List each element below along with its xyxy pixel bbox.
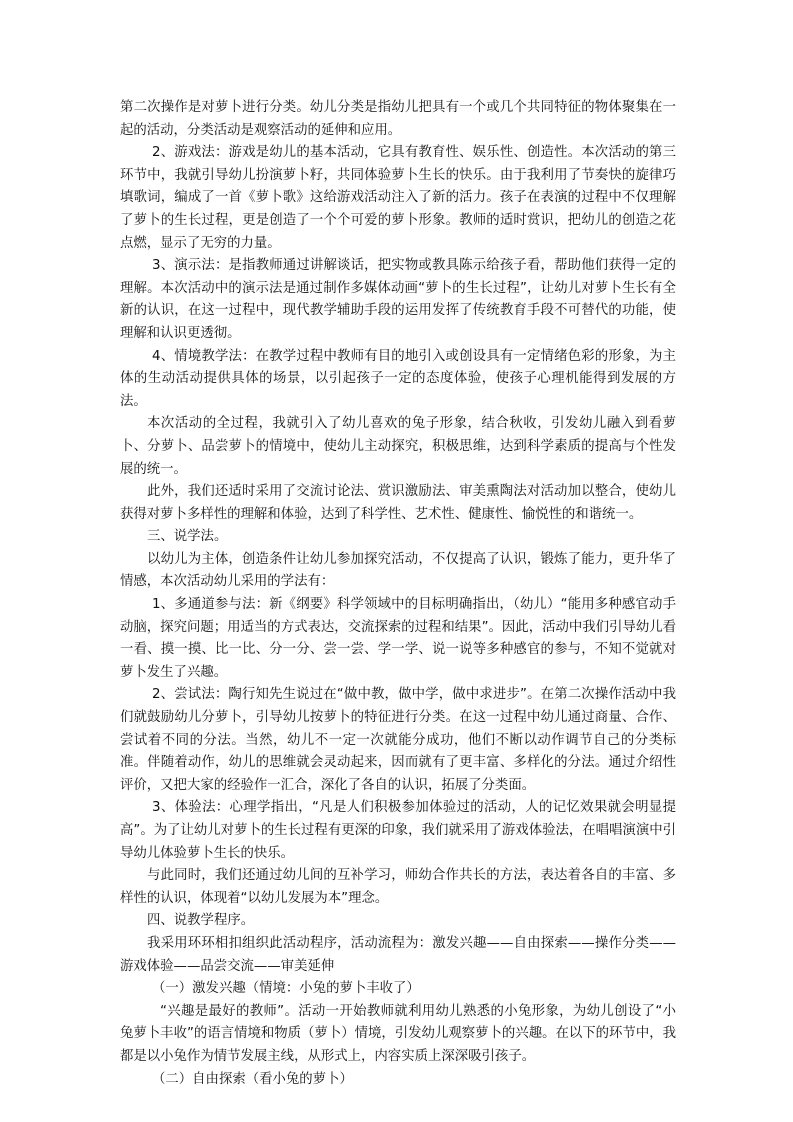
- section-heading-learning-methods: 三、说学法。: [147, 529, 228, 545]
- paragraph-game-method: 2、游戏法：游戏是幼儿的基本活动，它具有教育性、娱乐性、创造性。本次活动的第三环节中，我就引导幼儿扮演萝卜籽，共同体验萝卜生长的快乐。由于我利用了节奏快的旋律巧填歌词，编成了一首《萝卜歌》这给游戏活动注入了新的活力。孩子在表演的过程中不仅理解了萝卜的生长过程，更是创造了一个个可爱的萝卜形象。教师的适时赏识，把幼儿的创造之花点燃，显示了无穷的力量。: [120, 145, 676, 251]
- paragraph-demonstration-method: 3、演示法：是指教师通过讲解谈话，把实物或教具陈示给孩子看，帮助他们获得一定的理解。本次活动中的演示法是通过制作多媒体动画“萝卜的生长过程”，让幼儿对萝卜生长有全新的认识，在这一过程中，现代教学辅助手段的运用发挥了传统教育手段不可替代的功能，使理解和认识更透彻。: [120, 258, 676, 341]
- paragraph-activity-flow: 我采用环环相扣组织此活动程序，活动流程为：激发兴趣——自由探索——操作分类——游戏体验——品尝交流——审美延伸: [120, 935, 676, 974]
- subheading-stimulate-interest: （一）激发兴趣（情境：小兔的萝卜丰收了）: [152, 981, 420, 997]
- section-heading-teaching-procedure: 四、说教学程序。: [147, 913, 255, 929]
- paragraph-multichannel-method: 1、多通道参与法：新《纲要》科学领域中的目标明确指出，（幼儿）“能用多种感官动手动脑，探究问题；用适当的方式表达，交流探索的过程和结果”。因此，活动中我们引导幼儿看一看、摸一摸、比一比、分一分、尝一尝、学一学、说一说等多种感官的参与，不知不觉就对萝卜发生了兴趣。: [120, 597, 676, 680]
- paragraph-trial-method: 2、尝试法：陶行知先生说过在“做中教，做中学，做中求进步”。在第二次操作活动中我们就鼓励幼儿分萝卜，引导幼儿按萝卜的特征进行分类。在这一过程中幼儿通过商量、合作、尝试着不同的分法。当然，幼儿不一定一次就能分成功，他们不断以动作调节自己的分类标准。伴随着动作，幼儿的思维就会灵动起来，因而就有了更丰富、多样化的分法。通过介绍性评价，又把大家的经验作一汇合，深化了各自的认识，拓展了分类面。: [120, 687, 676, 793]
- paragraph-peer-learning: 与此同时，我们还通过幼儿间的互补学习，师幼合作共长的方法，表达着各自的丰富、多样性的认识，体现着“以幼儿发展为本”理念。: [120, 868, 676, 906]
- paragraph-integration: 此外，我们还适时采用了交流讨论法、赏识激励法、审美熏陶法对活动加以整合，使幼儿获得对萝卜多样性的理解和体验，达到了科学性、艺术性、健康性、愉悦性的和谐统一。: [120, 484, 676, 522]
- subheading-free-exploration: （二）自由探索（看小兔的萝卜）: [152, 1071, 353, 1087]
- paragraph-situational-method: 4、情境教学法：在教学过程中教师有目的地引入或创设具有一定情绪色彩的形象，为主体的生动活动提供具体的场景，以引起孩子一定的态度体验，使孩子心理机能得到发展的方法。: [120, 348, 676, 409]
- paragraph-child-centered: 以幼儿为主体，创造条件让幼儿参加探究活动，不仅提高了认识，锻炼了能力，更升华了情感，本次活动幼儿采用的学法有：: [120, 551, 676, 590]
- paragraph-classification-cont: 第二次操作是对萝卜进行分类。幼儿分类是指幼儿把具有一个或几个共同特征的物体聚集在一起的活动，分类活动是观察活动的延伸和应用。: [120, 100, 676, 138]
- paragraph-interest-teacher: “兴趣是最好的教师”。活动一开始教师就利用幼儿熟悉的小兔形象，为幼儿创设了“小兔萝卜丰收”的语言情境和物质（萝卜）情境，引发幼儿观察萝卜的兴趣。在以下的环节中，我都是以小兔作为情节发展主线，从形式上，内容实质上深深吸引孩子。: [120, 1003, 676, 1064]
- paragraph-activity-process: 本次活动的全过程，我就引入了幼儿喜欢的兔子形象，结合秋收，引发幼儿融入到看萝卜、分萝卜、品尝萝卜的情境中，使幼儿主动探究，积极思维，达到科学素质的提高与个性发展的统一。: [120, 416, 676, 477]
- paragraph-experience-method: 3、体验法：心理学指出，“凡是人们积极参加体验过的活动，人的记忆效果就会明显提高”。为了让幼儿对萝卜的生长过程有更深的印象，我们就采用了游戏体验法，在唱唱演演中引导幼儿体验萝卜生长的快乐。: [120, 800, 676, 861]
- document-page: [120, 97, 676, 1091]
